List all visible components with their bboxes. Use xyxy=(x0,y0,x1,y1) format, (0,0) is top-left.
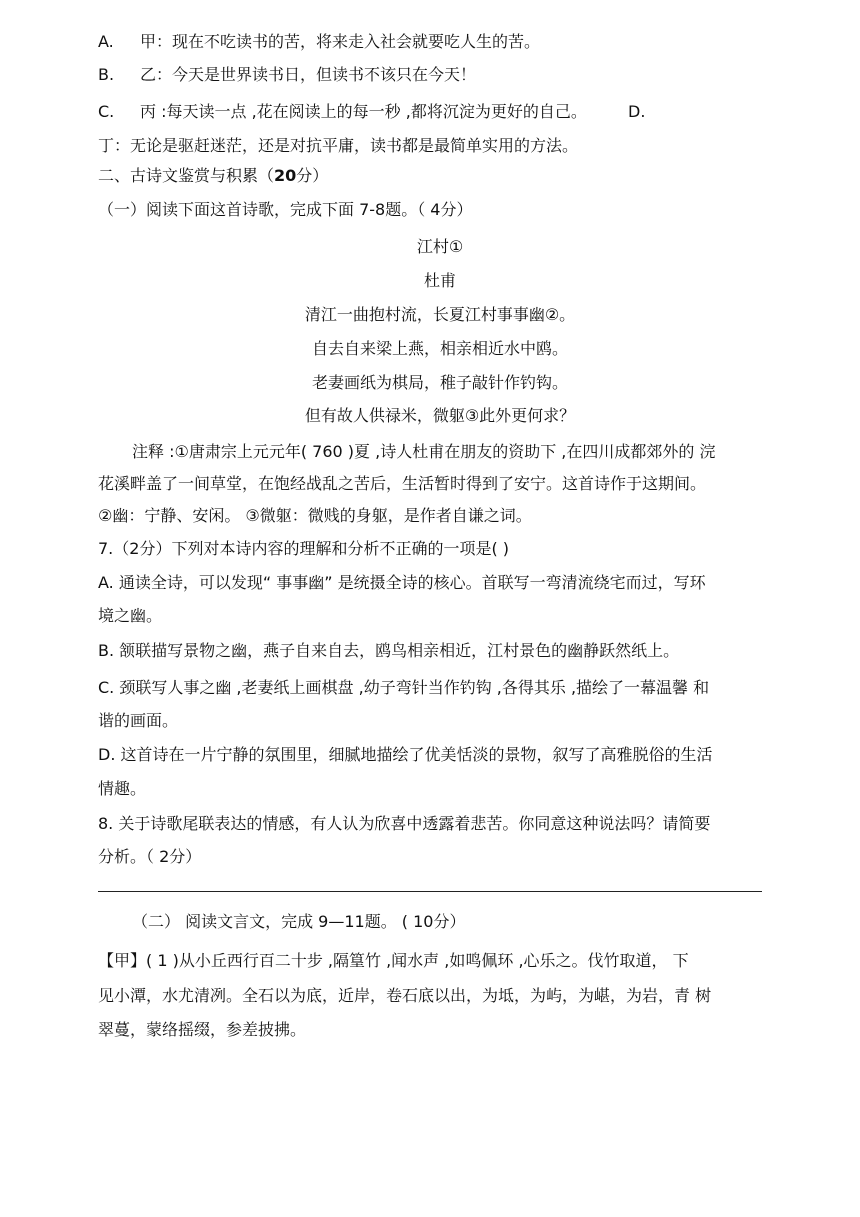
answer-line xyxy=(98,891,762,892)
option-text: 甲：现在不吃读书的苦，将来走入社会就要吃人生的苦。 xyxy=(140,32,541,51)
poem-line: 清江一曲抱村流，长夏江村事事幽②。 xyxy=(304,305,576,324)
passage-line: 翠蔓，蒙络摇缀，参差披拂。 xyxy=(98,1020,307,1039)
poem-title: 江村① xyxy=(416,237,464,256)
option-a xyxy=(98,32,540,52)
option-letter: D. xyxy=(628,102,646,121)
section-heading-suffix: 分） xyxy=(296,166,329,185)
poem-line: 老妻画纸为棋局，稚子敲针作钓钩。 xyxy=(311,373,568,392)
note-line: ②幽：宁静、安闲。 ③微躯：微贱的身躯，是作者自谦之词。 xyxy=(98,506,532,525)
q7-option-c: C. 颈联写人事之幽 ,老妻纸上画棋盘 ,幼子弯针当作钓钩 ,各得其乐 ,描绘了一幕温馨 和 xyxy=(98,678,710,697)
part1-heading: （一）阅读下面这首诗歌，完成下面 7-8题。（ 4分） xyxy=(98,200,473,219)
q7-option-a: A. 通读全诗，可以发现“ 事事幽” 是统摄全诗的核心。首联写一弯清流绕宅而过，写环 xyxy=(98,573,706,592)
option-letter: B. xyxy=(98,65,115,84)
option-c xyxy=(98,102,587,122)
passage-line: 见小潭，水尤清冽。全石以为底，近岸，卷石底以出，为坻，为屿，为嵁，为岩，青 树 xyxy=(98,986,712,1005)
passage-line: 【甲】( 1 )从小丘西行百二十步 ,隔篁竹 ,闻水声 ,如鸣佩环 ,心乐之。伐竹取道， 下 xyxy=(98,951,689,970)
q7-option-c-cont: 谐的画面。 xyxy=(98,711,179,730)
poem-line: 但有故人供禄米，微躯③此外更何求？ xyxy=(304,406,576,425)
question-7-stem: 7.（2分）下列对本诗内容的理解和分析不正确的一项是( ) xyxy=(98,539,510,558)
option-letter: C. xyxy=(98,102,115,121)
option-text: 丙 :每天读一点 ,花在阅读上的每一秒 ,都将沉淀为更好的自己。 xyxy=(140,102,587,121)
option-text: 乙：今天是世界读书日，但读书不该只在今天！ xyxy=(140,65,477,84)
option-letter: A. xyxy=(98,32,114,51)
section-heading xyxy=(98,166,328,186)
q7-option-d-cont: 情趣。 xyxy=(98,779,147,798)
option-d xyxy=(98,136,578,156)
poem-line: 自去自来梁上燕，相亲相近水中鸥。 xyxy=(311,339,568,358)
part2-heading: （二） 阅读文言文，完成 9—11题。 ( 10分） xyxy=(132,912,466,931)
option-d-letter xyxy=(628,102,645,122)
section-heading-points: 20 xyxy=(274,166,297,185)
question-8-stem-cont: 分析。（ 2分） xyxy=(98,847,202,866)
question-8-stem: 8. 关于诗歌尾联表达的情感，有人认为欣喜中透露着悲苦。你同意这种说法吗？请简要 xyxy=(98,814,711,833)
option-text: 丁：无论是驱赶迷茫，还是对抗平庸，读书都是最简单实用的方法。 xyxy=(98,136,579,155)
note-line: 注释 :①唐肃宗上元元年( 760 )夏 ,诗人杜甫在朋友的资助下 ,在四川成都郊外的 浣 xyxy=(132,442,716,461)
q7-option-a-cont: 境之幽。 xyxy=(98,606,163,625)
section-heading-prefix: 二、古诗文鉴赏与积累（ xyxy=(98,166,275,185)
option-b xyxy=(98,65,476,85)
poem-author: 杜甫 xyxy=(423,271,456,290)
note-line: 花溪畔盖了一间草堂，在饱经战乱之苦后，生活暂时得到了安宁。这首诗作于这期间。 xyxy=(98,474,707,493)
q7-option-b: B. 颔联描写景物之幽，燕子自来自去，鸥鸟相亲相近，江村景色的幽静跃然纸上。 xyxy=(98,641,680,660)
q7-option-d: D. 这首诗在一片宁静的氛围里，细腻地描绘了优美恬淡的景物，叙写了高雅脱俗的生活 xyxy=(98,745,713,764)
